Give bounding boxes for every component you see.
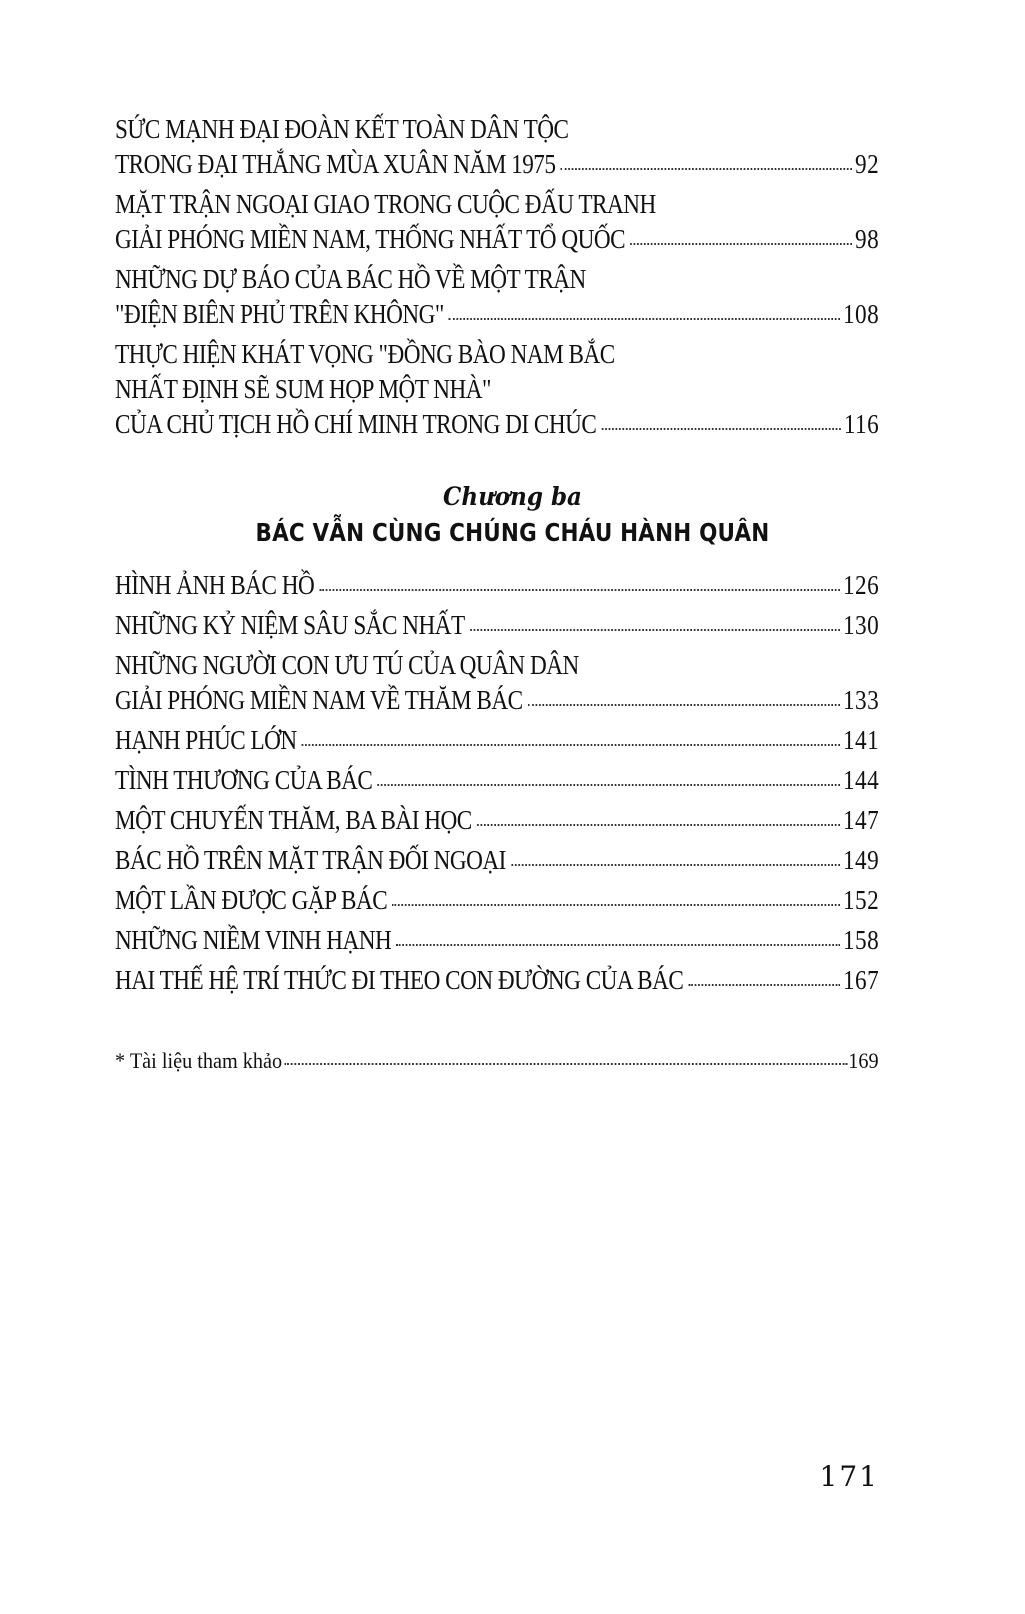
dot-leader [392, 904, 839, 906]
page-number: 171 [819, 1460, 879, 1493]
toc-entry[interactable] [115, 568, 879, 603]
toc-entry-title: SỨC MẠNH ĐẠI ĐOÀN KẾT TOÀN DÂN TỘC [115, 114, 569, 144]
toc-entry-title: "ĐIỆN BIÊN PHỦ TRÊN KHÔNG" [115, 299, 444, 329]
dot-leader [378, 784, 840, 786]
toc-entry[interactable] [115, 187, 879, 257]
toc-entry[interactable] [115, 883, 879, 918]
toc-entry-line [115, 683, 879, 718]
toc-entry-title: NHỮNG NGƯỜI CON ƯU TÚ CỦA QUÂN DÂN [115, 650, 579, 680]
toc-entry-title: MỘT LẦN ĐƯỢC GẶP BÁC [115, 885, 388, 915]
dot-leader [302, 744, 840, 746]
toc-entry-title: HAI THẾ HỆ TRÍ THỨC ĐI THEO CON ĐƯỜNG CỦA BÁC [115, 965, 684, 995]
toc-entry-line [115, 297, 879, 332]
toc-entry-page: 149 [843, 845, 880, 875]
toc-entry-page: 126 [843, 570, 880, 600]
toc-entry-line [115, 407, 879, 442]
toc-entry-line [115, 568, 879, 603]
toc-entry-line [115, 262, 879, 297]
toc-entry[interactable] [115, 608, 879, 643]
toc-entry-line [115, 963, 879, 998]
toc-chapter3-list [115, 568, 879, 1003]
dot-leader [319, 589, 839, 591]
toc-entry-title: MẶT TRẬN NGOẠI GIAO TRONG CUỘC ĐẤU TRANH [115, 189, 656, 219]
toc-entry-line [115, 187, 879, 222]
dot-leader [470, 629, 840, 631]
toc-entry-line [115, 372, 879, 407]
toc-entry-line [115, 648, 879, 683]
toc-entry-title: NHỮNG KỶ NIỆM SÂU SẮC NHẤT [115, 610, 465, 640]
toc-entry[interactable] [115, 337, 879, 442]
toc-entry-line [115, 222, 879, 257]
dot-leader [477, 824, 840, 826]
toc-entry-page: 141 [843, 725, 880, 755]
toc-entry-title: GIẢI PHÓNG MIỀN NAM VỀ THĂM BÁC [115, 685, 523, 715]
toc-entry-page: 92 [855, 149, 880, 179]
toc-entry-title: THỰC HIỆN KHÁT VỌNG "ĐỒNG BÀO NAM BẮC [115, 339, 615, 369]
dot-leader [561, 168, 852, 170]
toc-entry-page: 130 [843, 610, 880, 640]
toc-entry-page: 98 [855, 224, 880, 254]
toc-entry[interactable] [115, 843, 879, 878]
toc-entry-page: 144 [843, 765, 880, 795]
toc-entry-line [115, 723, 879, 758]
toc-entry-page: 167 [843, 965, 880, 995]
toc-entry-title: NHỮNG DỰ BÁO CỦA BÁC HỒ VỀ MỘT TRẬN [115, 264, 586, 294]
toc-entry-page: 147 [843, 805, 880, 835]
toc-entry[interactable] [115, 648, 879, 718]
references-page: 169 [848, 1048, 879, 1073]
toc-entry[interactable] [115, 803, 879, 838]
dot-leader [284, 1063, 847, 1065]
toc-entry-line [115, 112, 879, 147]
dot-leader [449, 318, 840, 320]
toc-entry-title: TRONG ĐẠI THẮNG MÙA XUÂN NĂM 1975 [115, 149, 556, 179]
chapter-title: BÁC VẪN CÙNG CHÚNG CHÁU HÀNH QUÂN [255, 518, 770, 547]
toc-entry-line [115, 923, 879, 958]
chapter-label: Chương ba [443, 482, 582, 511]
toc-chapter2-list [115, 112, 879, 447]
toc-entry-title: GIẢI PHÓNG MIỀN NAM, THỐNG NHẤT TỔ QUỐC [115, 224, 626, 254]
dot-leader [396, 944, 839, 946]
toc-entry-title: TÌNH THƯƠNG CỦA BÁC [115, 765, 373, 795]
toc-entry-line [115, 803, 879, 838]
toc-entry-line [115, 763, 879, 798]
toc-entry-title: HẠNH PHÚC LỚN [115, 725, 297, 755]
toc-entry[interactable] [115, 262, 879, 332]
dot-leader [511, 864, 840, 866]
toc-entry-title: NHỮNG NIỀM VINH HẠNH [115, 925, 392, 955]
toc-entry-title: HÌNH ẢNH BÁC HỒ [115, 570, 315, 600]
toc-entry[interactable] [115, 763, 879, 798]
toc-entry[interactable] [115, 963, 879, 998]
toc-entry-line [115, 883, 879, 918]
toc-entry-title: NHẤT ĐỊNH SẼ SUM HỌP MỘT NHÀ" [115, 374, 491, 404]
toc-entry-page: 158 [843, 925, 880, 955]
toc-entry-title: MỘT CHUYẾN THĂM, BA BÀI HỌC [115, 805, 472, 835]
dot-leader [528, 704, 840, 706]
dot-leader [630, 243, 851, 245]
toc-entry-line [115, 337, 879, 372]
toc-entry-line [115, 608, 879, 643]
toc-entry-line [115, 147, 879, 182]
dot-leader [602, 428, 841, 430]
toc-entry-line [115, 843, 879, 878]
toc-entry-title: BÁC HỒ TRÊN MẶT TRẬN ĐỐI NGOẠI [115, 845, 506, 875]
toc-entry-page: 108 [843, 299, 880, 329]
references-entry[interactable] [115, 1046, 879, 1076]
toc-entry[interactable] [115, 723, 879, 758]
toc-entry[interactable] [115, 923, 879, 958]
references-label: * Tài liệu tham khảo [115, 1048, 283, 1073]
toc-entry-page: 116 [843, 409, 880, 439]
toc-entry-title: CỦA CHỦ TỊCH HỒ CHÍ MINH TRONG DI CHÚC [115, 409, 597, 439]
toc-entry-page: 152 [843, 885, 880, 915]
toc-entry-page: 133 [843, 685, 880, 715]
dot-leader [689, 984, 840, 986]
toc-entry[interactable] [115, 112, 879, 182]
